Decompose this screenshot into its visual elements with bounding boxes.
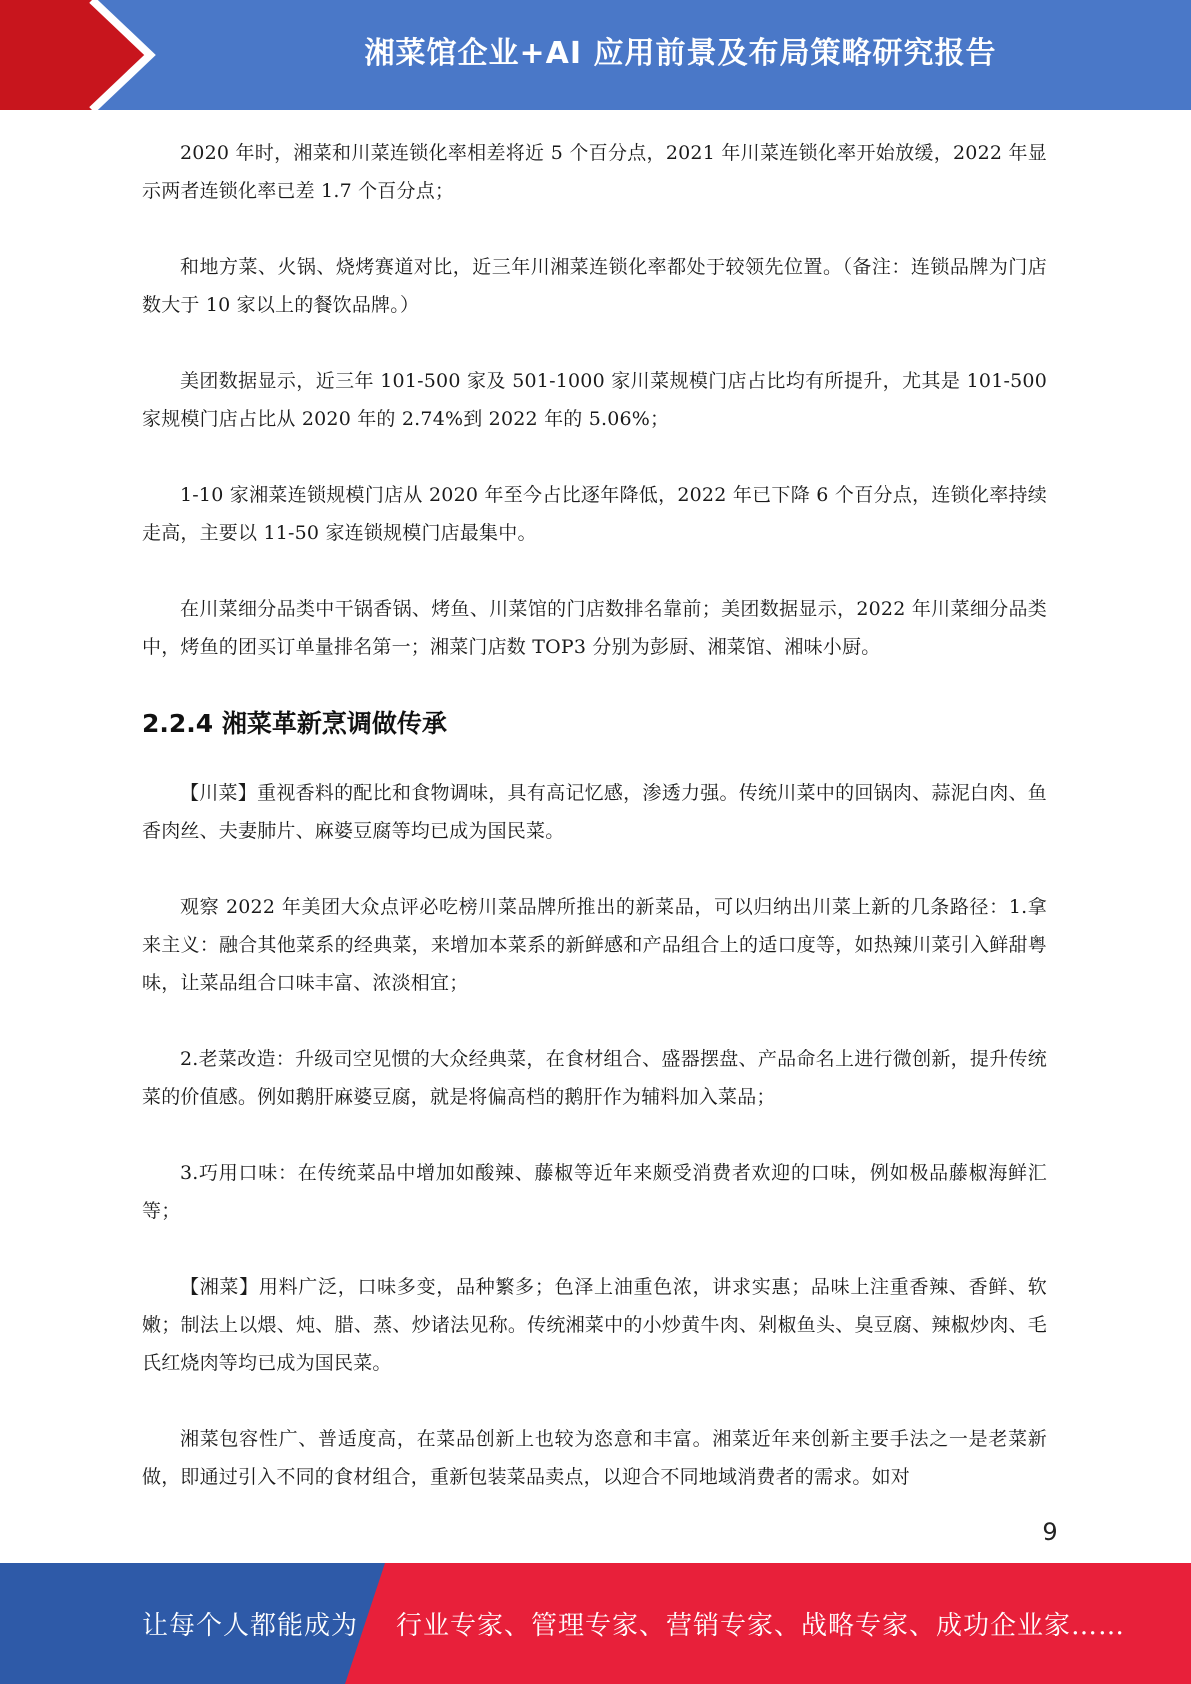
paragraph: 2.老菜改造：升级司空见惯的大众经典菜，在食材组合、盛器摆盘、产品命名上进行微创新，提升传统菜的价值感。例如鹅肝麻婆豆腐，就是将偏高档的鹅肝作为辅料加入菜品； xyxy=(142,1048,1047,1108)
footer-slogan-right: 行业专家、管理专家、营销专家、战略专家、成功企业家…… xyxy=(396,1611,1126,1641)
paragraph: 美团数据显示，近三年 101-500 家及 501-1000 家川菜规模门店占比均有所提升，尤其是 101-500 家规模门店占比从 2020 年的 2.74%到 2022 年的 5.06%； xyxy=(142,370,1047,430)
paragraph: 【湘菜】用料广泛，口味多变，品种繁多；色泽上油重色浓，讲求实惠；品味上注重香辣、香鲜、软嫩；制法上以煨、炖、腊、蒸、炒诸法见称。传统湘菜中的小炒黄牛肉、剁椒鱼头、臭豆腐、辣椒炒肉、毛氏红烧肉等均已成为国民菜。 xyxy=(142,1276,1047,1374)
paragraph: 【川菜】重视香料的配比和食物调味，具有高记忆感，渗透力强。传统川菜中的回锅肉、蒜泥白肉、鱼香肉丝、夫妻肺片、麻婆豆腐等均已成为国民菜。 xyxy=(142,782,1047,842)
paragraph: 在川菜细分品类中干锅香锅、烤鱼、川菜馆的门店数排名靠前；美团数据显示，2022 年川菜细分品类中，烤鱼的团买订单量排名第一；湘菜门店数 TOP3 分别为彭厨、湘菜馆、湘味小厨。 xyxy=(142,598,1047,658)
paragraph: 3.巧用口味：在传统菜品中增加如酸辣、藤椒等近年来颇受消费者欢迎的口味，例如极品藤椒海鲜汇等； xyxy=(142,1162,1047,1222)
page-content xyxy=(142,134,1047,1534)
page-header xyxy=(0,0,1191,110)
paragraph: 观察 2022 年美团大众点评必吃榜川菜品牌所推出的新菜品，可以归纳出川菜上新的几条路径：1.拿来主义：融合其他菜系的经典菜，来增加本菜系的新鲜感和产品组合上的适口度等，如热辣川菜引入鲜甜粤味，让菜品组合口味丰富、浓淡相宜； xyxy=(142,896,1047,994)
paragraph: 2020 年时，湘菜和川菜连锁化率相差将近 5 个百分点，2021 年川菜连锁化率开始放缓，2022 年显示两者连锁化率已差 1.7 个百分点； xyxy=(142,142,1047,202)
paragraph: 和地方菜、火锅、烧烤赛道对比，近三年川湘菜连锁化率都处于较领先位置。（备注：连锁品牌为门店数大于 10 家以上的餐饮品牌。） xyxy=(142,256,1047,316)
paragraph: 1-10 家湘菜连锁规模门店从 2020 年至今占比逐年降低，2022 年已下降 6 个百分点，连锁化率持续走高，主要以 11-50 家连锁规模门店最集中。 xyxy=(142,484,1047,544)
page-footer xyxy=(0,1563,1191,1684)
page-number: 9 xyxy=(1042,1518,1058,1546)
paragraph: 湘菜包容性广、普适度高，在菜品创新上也较为恣意和丰富。湘菜近年来创新主要手法之一是老菜新做，即通过引入不同的食材组合，重新包装菜品卖点，以迎合不同地域消费者的需求。如对 xyxy=(142,1428,1047,1488)
section-heading: 2.2.4 湘菜革新烹调做传承 xyxy=(142,709,447,738)
report-title: 湘菜馆企业+AI 应用前景及布局策略研究报告 xyxy=(364,36,997,71)
footer-slogan-left: 让每个人都能成为 xyxy=(142,1611,359,1641)
header-red-arrow xyxy=(0,0,150,110)
